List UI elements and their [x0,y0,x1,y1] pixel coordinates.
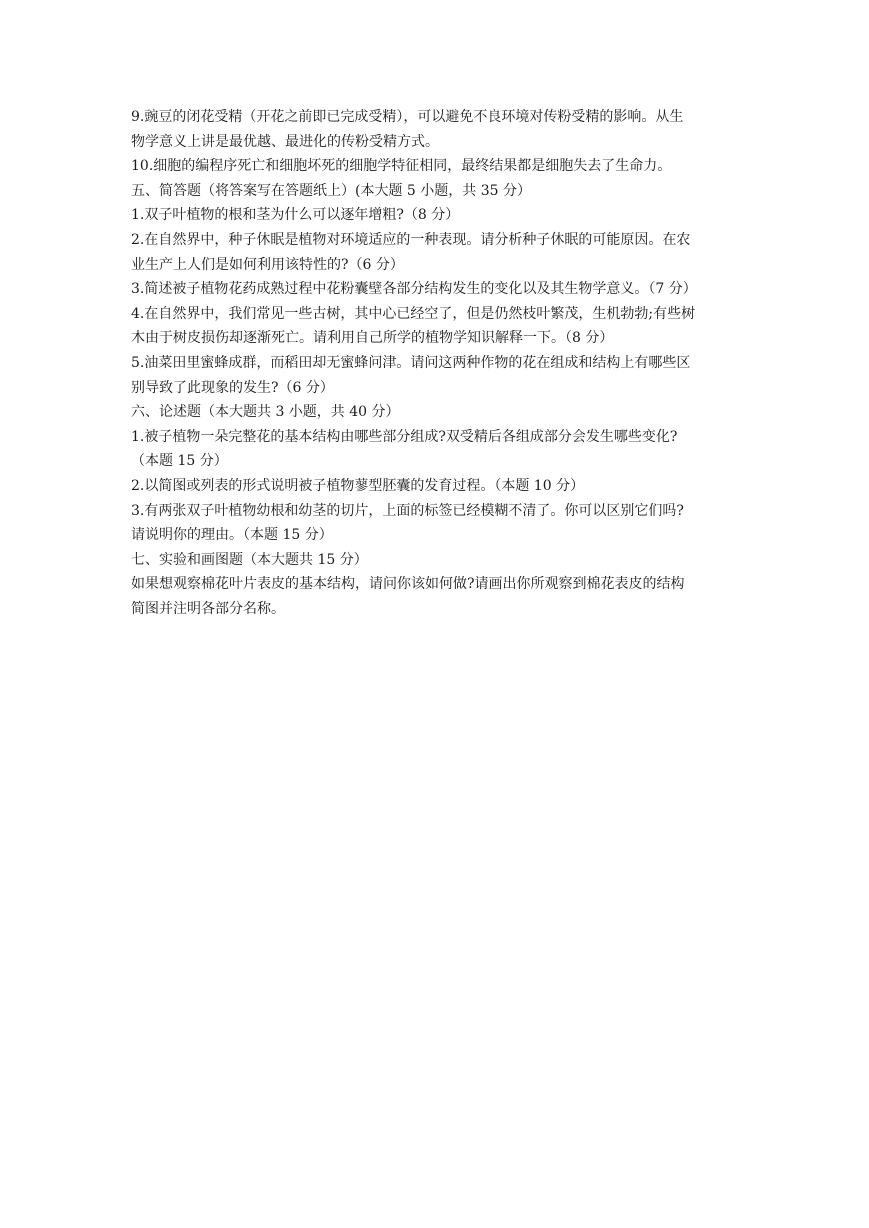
question-line: 2.在自然界中，种子休眠是植物对环境适应的一种表现。请分析种子休眠的可能原因。在农 [131,231,691,248]
question-line: 如果想观察棉花叶片表皮的基本结构，请问你该如何做?请画出你所观察到棉花表皮的结构 [131,576,685,593]
question-line: 木由于树皮损伤却逐渐死亡。请利用自己所学的植物学知识解释一下。（8 分） [131,330,614,347]
question-line: 5.油菜田里蜜蜂成群，而稻田却无蜜蜂问津。请问这两种作物的花在组成和结构上有哪些区 [131,354,691,371]
question-line: 4.在自然界中，我们常见一些古树，其中心已经空了，但是仍然枝叶繁茂，生机勃勃;有些树 [131,305,696,322]
question-line: 业生产上人们是如何利用该特性的?（6 分） [131,256,404,273]
question-line: 2.以简图或列表的形式说明被子植物蓼型胚囊的发育过程。（本题 10 分） [131,477,585,494]
document-body [131,105,743,621]
text-line: 9.豌豆的闭花受精（开花之前即已完成受精），可以避免不良环境对传粉受精的影响。从生 [131,109,684,125]
question-line: 请说明你的理由。（本题 15 分） [131,527,333,544]
question-line: 别导致了此现象的发生?（6 分） [131,379,334,396]
question-line: 1.双子叶植物的根和茎为什么可以逐年增粗?（8 分） [131,207,460,224]
question-line: 1.被子植物一朵完整花的基本结构由哪些部分组成?双受精后各组成部分会发生哪些变化? [131,428,678,445]
text-line: 10.细胞的编程序死亡和细胞坏死的细胞学特征相同，最终结果都是细胞失去了生命力。 [131,158,672,175]
question-line: （本题 15 分） [131,453,228,470]
section-heading: 七、实验和画图题（本大题共 15 分） [131,551,368,568]
section-heading: 五、简答题（将答案写在答题纸上）(本大题 5 小题，共 35 分） [131,182,531,199]
question-line: 简图并注明各部分名称。 [131,600,285,617]
section-heading: 六、论述题（本大题共 3 小题，共 40 分） [131,404,400,421]
text-line: 物学意义上讲是最优越、最进化的传粉受精方式。 [131,133,439,150]
question-line: 3.有两张双子叶植物幼根和幼茎的切片，上面的标签已经模糊不清了。你可以区别它们吗? [131,502,684,519]
question-line: 3.简述被子植物花药成熟过程中花粉囊壁各部分结构发生的变化以及其生物学意义。（7 分） [131,281,697,298]
